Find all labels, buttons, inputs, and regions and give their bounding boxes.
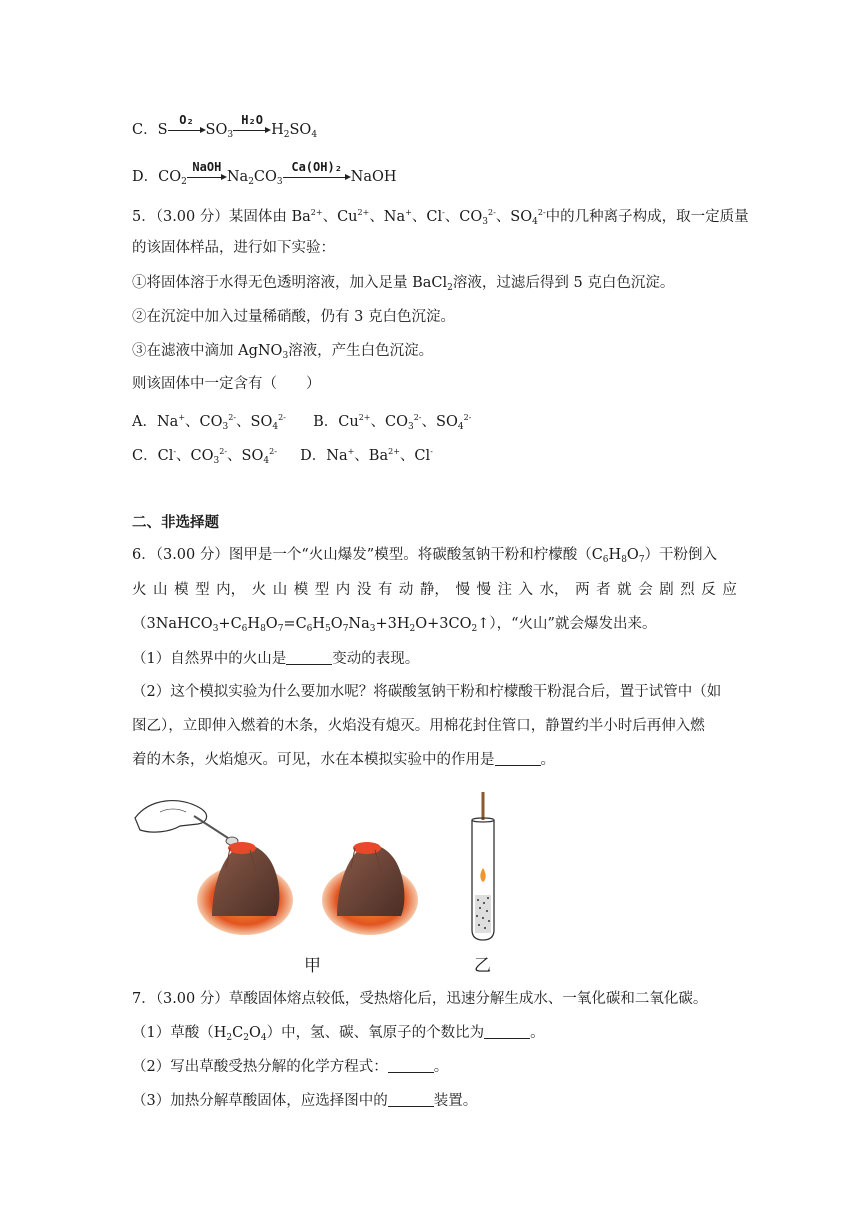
option-c-row: C．S O₂ $SO_3$ H₂O $H_2SO_4$ [132,113,318,140]
justified-word: 入 [518,582,534,598]
justified-word: 模 [174,582,189,598]
q7-sub3: （3）加热分解草酸固体，应选择图中的 装置。 [132,1093,478,1109]
justified-word: 慢 [476,582,491,598]
q6-line1: 6．（3.00 分）图甲是一个“火山爆发”模型。将碳酸氢钠干粉和柠檬酸$(C_6H_8O_7)$干粉倒入 [132,547,718,565]
justified-word: 注 [497,582,512,598]
justified-word: 型 [314,582,330,598]
justified-word: 两 [575,582,590,598]
justified-word: 动 [398,582,414,598]
justified-word: 没 [356,582,372,598]
answer-blank[interactable] [286,650,332,665]
answer-blank[interactable] [484,1024,530,1039]
q7-sub2: （2）写出草酸受热分解的化学方程式： 。 [132,1059,449,1075]
option-d[interactable]: D．Na+、$Ba^{2+}$、Cl- [300,447,433,464]
q5-intro: 5．（3.00 分）某固体由 $Ba^{2+}$、$Cu^{2+}$、Na+、Cl-、$CO_3^{2-}$、$SO_4^{2-}$中的几种离子构成，取一定质量 [132,208,749,227]
justified-word: 模 [293,582,309,598]
justified-word: 山 [272,582,288,598]
q6-line3: $(3NaHCO_3+C_6H_8O_7=C_6H_5O_7Na_3+3H_2O+3CO_2↑)$，“火山”就会爆发出来。 [132,616,657,634]
answer-blank[interactable] [495,751,541,766]
q7-line1: 7．（3.00 分）草酸固体熔点较低，受热熔化后，迅速分解生成水、一氧化碳和二氧化碳。 [132,991,708,1007]
justified-word: 型 [195,582,210,598]
reaction-arrow: Ca(OH)₂ [283,169,351,183]
reaction-arrow: NaOH [187,169,227,183]
justified-word: 应 [722,582,737,598]
volcano-model-icon [197,842,293,935]
section-heading: 二、非选择题 [132,515,219,531]
q5-question: 则该固体中一定含有（ ） [132,376,321,392]
justified-word: 山 [153,582,168,598]
q7-sub1: （1）草酸$(H_2C_2O_4)$中，氢、碳、氧原子的个数比为 。 [132,1025,545,1043]
justified-word: 静， [419,582,449,598]
q5-line2: 的该固体样品，进行如下实验： [132,240,335,256]
justified-word: 内， [216,582,246,598]
volcano-figure-jia [130,788,450,948]
q6-sub2-line2: 图乙），立即伸入燃着的木条，火焰没有熄灭。用棉花封住管口，静置约半小时后再伸入燃 [132,718,705,734]
reaction-arrow: O₂ [168,122,206,136]
q5-step3: ③在滤液中滴加 AgNO$_3$溶液，产生白色沉淀。 [132,343,434,361]
justified-word: 烈 [680,582,695,598]
answer-blank[interactable] [388,1092,434,1107]
q5-options-cd [132,442,433,471]
hand-with-spoon-icon [135,801,238,859]
q5-options-ab [132,408,471,437]
justified-word: 反 [701,582,716,598]
q6-sub2-line1: （2）这个模拟实验为什么要加水呢？将碳酸氢钠干粉和柠檬酸干粉混合后，置于试管中（如 [132,684,722,700]
justified-word: 慢 [455,582,470,598]
justified-word: 火 [251,582,267,598]
q6-sub2-line3: 着的木条，火焰熄灭。可见，水在本模拟实验中的作用是 。 [132,752,555,768]
option-c[interactable]: C．Cl-、$CO_3^{2-}$、$SO_4^{2-}$ [132,447,277,466]
justified-word: 者 [596,582,611,598]
justified-word: 内 [335,582,351,598]
q6-sub1: （1）自然界中的火山是 变动的表现。 [132,651,420,667]
justified-word: 水， [539,582,569,598]
option-a[interactable]: A．Na+、$CO_3^{2-}$、$SO_4^{2-}$ [132,413,286,432]
reaction-arrow: H₂O [233,122,271,136]
q5-step2: ②在沉淀中加入过量稀硝酸，仍有 3 克白色沉淀。 [132,309,455,325]
q5-step1: ①将固体溶于水得无色透明溶液，加入足量 BaCl$_2$溶液，过滤后得到 5 克白色沉淀。 [132,275,675,293]
q6-line2 [132,580,737,600]
option-d-row: D．$CO_2$ NaOH $Na_2CO_3$ Ca(OH)₂ NaOH [132,160,397,187]
justified-word: 就 [617,582,632,598]
justified-word: 会 [638,582,653,598]
justified-word: 剧 [659,582,674,598]
figure-caption-yi: 乙 [474,956,491,976]
figure-caption-jia: 甲 [304,956,321,976]
volcano-model-icon [322,842,418,935]
justified-word: 有 [377,582,393,598]
answer-blank[interactable] [388,1058,434,1073]
test-tube-figure-yi [465,790,505,942]
justified-word: 火 [132,582,147,598]
option-b[interactable]: B．$Cu^{2+}$、$CO_3^{2-}$、$SO_4^{2-}$ [313,413,472,432]
